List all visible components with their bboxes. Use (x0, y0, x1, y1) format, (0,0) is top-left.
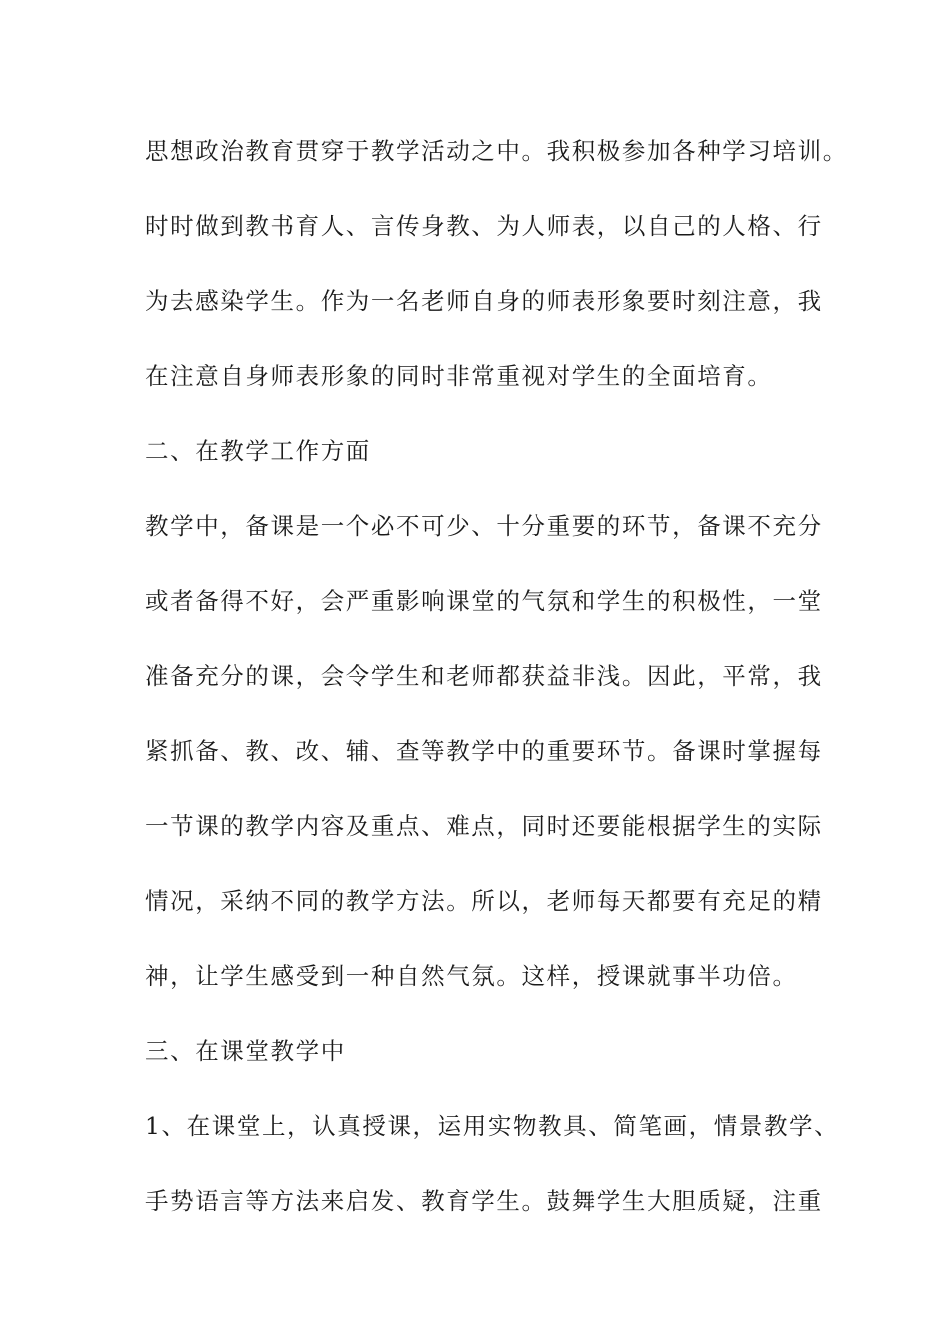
text-line: 神，让学生感受到一种自然气氛。这样，授课就事半功倍。 (145, 962, 798, 990)
text-line: 一节课的教学内容及重点、难点，同时还要能根据学生的实际 (145, 812, 823, 840)
text-line: 思想政治教育贯穿于教学活动之中。我积极参加各种学习培训。 (145, 137, 848, 165)
section-heading: 二、在教学工作方面 (145, 437, 371, 465)
text-line: 时时做到教书育人、言传身教、为人师表，以自己的人格、行 (145, 212, 823, 240)
text-line: 准备充分的课，会令学生和老师都获益非浅。因此，平常，我 (145, 662, 823, 690)
text-line: 为去感染学生。作为一名老师自身的师表形象要时刻注意，我 (145, 287, 823, 315)
section-heading: 三、在课堂教学中 (145, 1037, 346, 1065)
text-line: 手势语言等方法来启发、教育学生。鼓舞学生大胆质疑，注重 (145, 1187, 823, 1215)
text-line: 紧抓备、教、改、辅、查等教学中的重要环节。备课时掌握每 (145, 737, 823, 765)
text-line: 在注意自身师表形象的同时非常重视对学生的全面培育。 (145, 362, 773, 390)
text-line: 教学中，备课是一个必不可少、十分重要的环节，备课不充分 (145, 512, 823, 540)
text-line: 或者备得不好，会严重影响课堂的气氛和学生的积极性，一堂 (145, 587, 823, 615)
text-line: 1、在课堂上，认真授课，运用实物教具、简笔画，情景教学、 (145, 1112, 840, 1140)
text-line: 情况，采纳不同的教学方法。所以，老师每天都要有充足的精 (145, 887, 823, 915)
